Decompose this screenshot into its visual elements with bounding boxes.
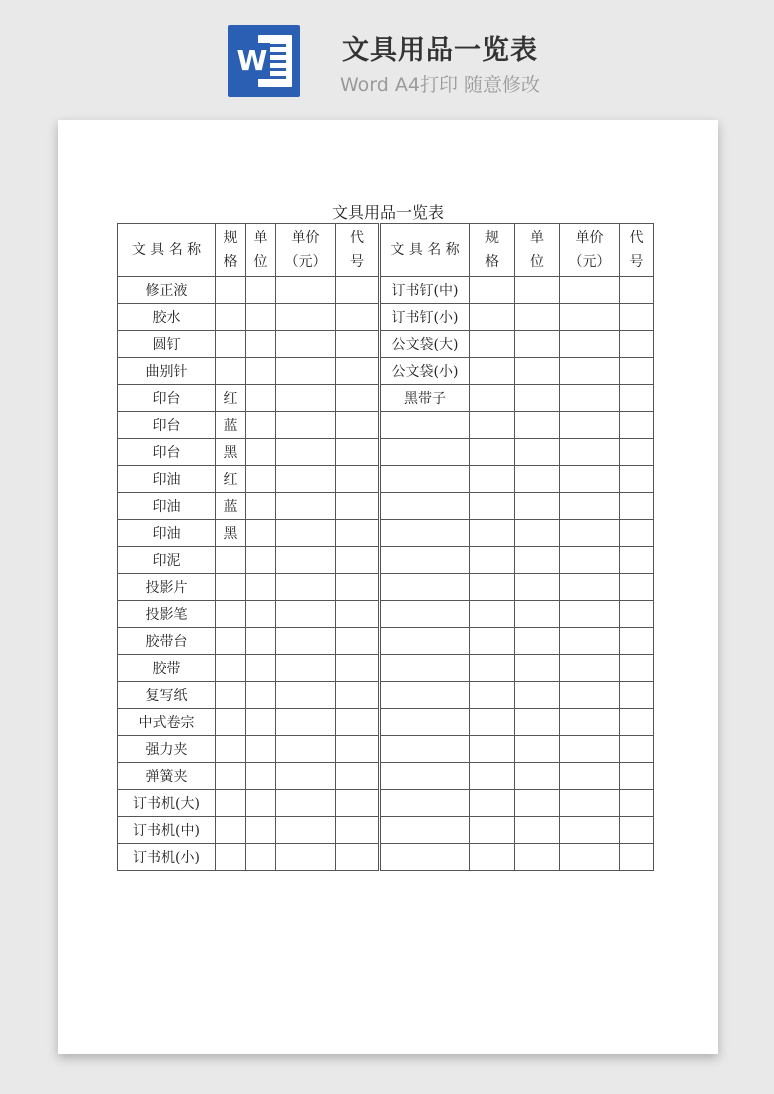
item-price bbox=[276, 331, 336, 358]
item-name-right bbox=[380, 682, 470, 709]
item-price bbox=[276, 736, 336, 763]
item-name: 修正液 bbox=[118, 277, 216, 304]
item-code-right bbox=[620, 763, 654, 790]
item-spec-right bbox=[470, 466, 515, 493]
item-name-right bbox=[380, 844, 470, 871]
item-spec-right bbox=[470, 790, 515, 817]
item-unit-right bbox=[515, 574, 560, 601]
item-name-right bbox=[380, 628, 470, 655]
item-unit bbox=[246, 385, 276, 412]
item-code bbox=[336, 520, 380, 547]
item-code bbox=[336, 331, 380, 358]
item-code-right bbox=[620, 628, 654, 655]
header-price: 单价 （元） bbox=[276, 224, 336, 277]
item-name-right: 公文袋(小) bbox=[380, 358, 470, 385]
item-spec: 黑 bbox=[216, 439, 246, 466]
header-code-right: 代 号 bbox=[620, 224, 654, 277]
item-code-right bbox=[620, 493, 654, 520]
item-unit bbox=[246, 331, 276, 358]
table-row bbox=[118, 331, 654, 358]
item-unit bbox=[246, 601, 276, 628]
table-body bbox=[118, 277, 654, 871]
item-spec bbox=[216, 304, 246, 331]
item-unit-right bbox=[515, 385, 560, 412]
item-unit-right bbox=[515, 358, 560, 385]
table-header-row bbox=[118, 224, 654, 277]
header-spec-right: 规 格 bbox=[470, 224, 515, 277]
item-code-right bbox=[620, 277, 654, 304]
item-name-right bbox=[380, 493, 470, 520]
item-price-right bbox=[560, 331, 620, 358]
item-name: 曲别针 bbox=[118, 358, 216, 385]
item-price bbox=[276, 358, 336, 385]
item-name: 印油 bbox=[118, 520, 216, 547]
word-icon-letter: W bbox=[234, 43, 270, 79]
item-name-right bbox=[380, 655, 470, 682]
item-code-right bbox=[620, 601, 654, 628]
item-unit-right bbox=[515, 412, 560, 439]
item-code bbox=[336, 412, 380, 439]
item-spec-right bbox=[470, 628, 515, 655]
item-name: 胶带 bbox=[118, 655, 216, 682]
item-code-right bbox=[620, 790, 654, 817]
item-price bbox=[276, 682, 336, 709]
item-code bbox=[336, 682, 380, 709]
item-spec-right bbox=[470, 304, 515, 331]
item-price bbox=[276, 817, 336, 844]
item-unit-right bbox=[515, 709, 560, 736]
item-price-right bbox=[560, 304, 620, 331]
item-name-right bbox=[380, 412, 470, 439]
table-row bbox=[118, 574, 654, 601]
item-spec bbox=[216, 844, 246, 871]
table-row bbox=[118, 277, 654, 304]
item-name-right: 订书钉(小) bbox=[380, 304, 470, 331]
document-title: 文具用品一览表 bbox=[331, 203, 444, 222]
item-unit-right bbox=[515, 304, 560, 331]
item-name-right: 黑带子 bbox=[380, 385, 470, 412]
item-code-right bbox=[620, 817, 654, 844]
table-row bbox=[118, 736, 654, 763]
table-row bbox=[118, 817, 654, 844]
item-price-right bbox=[560, 466, 620, 493]
item-code bbox=[336, 844, 380, 871]
item-unit bbox=[246, 412, 276, 439]
item-unit-right bbox=[515, 331, 560, 358]
item-name: 中式卷宗 bbox=[118, 709, 216, 736]
item-code bbox=[336, 574, 380, 601]
item-unit-right bbox=[515, 547, 560, 574]
item-spec bbox=[216, 628, 246, 655]
item-unit-right bbox=[515, 520, 560, 547]
item-price bbox=[276, 790, 336, 817]
item-price-right bbox=[560, 358, 620, 385]
table-row bbox=[118, 655, 654, 682]
item-price bbox=[276, 628, 336, 655]
item-price bbox=[276, 601, 336, 628]
item-unit-right bbox=[515, 736, 560, 763]
table-row bbox=[118, 358, 654, 385]
table-row bbox=[118, 763, 654, 790]
item-spec bbox=[216, 358, 246, 385]
item-price bbox=[276, 385, 336, 412]
item-name: 印油 bbox=[118, 466, 216, 493]
item-price bbox=[276, 277, 336, 304]
header-name-right: 文 具 名 称 bbox=[380, 224, 470, 277]
item-spec-right bbox=[470, 709, 515, 736]
item-spec-right bbox=[470, 412, 515, 439]
item-code-right bbox=[620, 736, 654, 763]
item-code bbox=[336, 385, 380, 412]
item-spec-right bbox=[470, 439, 515, 466]
item-price-right bbox=[560, 493, 620, 520]
item-unit bbox=[246, 763, 276, 790]
item-name: 订书机(小) bbox=[118, 844, 216, 871]
item-unit bbox=[246, 709, 276, 736]
item-unit bbox=[246, 304, 276, 331]
item-spec bbox=[216, 655, 246, 682]
item-price bbox=[276, 709, 336, 736]
item-price bbox=[276, 655, 336, 682]
item-unit-right bbox=[515, 763, 560, 790]
item-spec: 红 bbox=[216, 385, 246, 412]
item-name: 印台 bbox=[118, 412, 216, 439]
item-price bbox=[276, 574, 336, 601]
item-spec-right bbox=[470, 493, 515, 520]
item-spec-right bbox=[470, 358, 515, 385]
item-code-right bbox=[620, 385, 654, 412]
table-row bbox=[118, 439, 654, 466]
item-unit-right bbox=[515, 790, 560, 817]
item-price-right bbox=[560, 736, 620, 763]
table-row bbox=[118, 844, 654, 871]
item-spec-right bbox=[470, 682, 515, 709]
word-icon bbox=[228, 25, 300, 97]
item-price-right bbox=[560, 817, 620, 844]
stationery-table bbox=[117, 223, 654, 871]
item-price bbox=[276, 520, 336, 547]
header-unit: 单 位 bbox=[246, 224, 276, 277]
item-unit bbox=[246, 547, 276, 574]
item-price bbox=[276, 304, 336, 331]
item-price-right bbox=[560, 547, 620, 574]
item-unit-right bbox=[515, 439, 560, 466]
item-code-right bbox=[620, 520, 654, 547]
item-code-right bbox=[620, 682, 654, 709]
item-name-right bbox=[380, 520, 470, 547]
item-spec bbox=[216, 574, 246, 601]
banner-title: 文具用品一览表 bbox=[342, 35, 538, 66]
item-name-right bbox=[380, 709, 470, 736]
item-code-right bbox=[620, 412, 654, 439]
item-code bbox=[336, 304, 380, 331]
item-unit bbox=[246, 655, 276, 682]
item-unit bbox=[246, 736, 276, 763]
item-unit-right bbox=[515, 817, 560, 844]
item-code bbox=[336, 601, 380, 628]
item-code bbox=[336, 709, 380, 736]
item-code bbox=[336, 817, 380, 844]
table-row bbox=[118, 709, 654, 736]
item-spec bbox=[216, 331, 246, 358]
item-name: 强力夹 bbox=[118, 736, 216, 763]
item-name-right bbox=[380, 790, 470, 817]
item-unit-right bbox=[515, 682, 560, 709]
item-price-right bbox=[560, 601, 620, 628]
item-spec bbox=[216, 817, 246, 844]
item-price-right bbox=[560, 763, 620, 790]
item-spec: 蓝 bbox=[216, 412, 246, 439]
table-row bbox=[118, 790, 654, 817]
item-code-right bbox=[620, 439, 654, 466]
banner-subtitle: Word A4打印 随意修改 bbox=[339, 74, 540, 96]
item-code-right bbox=[620, 574, 654, 601]
item-code-right bbox=[620, 304, 654, 331]
item-unit bbox=[246, 520, 276, 547]
item-price-right bbox=[560, 412, 620, 439]
item-unit bbox=[246, 439, 276, 466]
item-spec-right bbox=[470, 385, 515, 412]
item-name-right bbox=[380, 763, 470, 790]
item-spec bbox=[216, 709, 246, 736]
document-page bbox=[58, 120, 718, 1054]
item-spec-right bbox=[470, 763, 515, 790]
item-unit-right bbox=[515, 466, 560, 493]
item-spec-right bbox=[470, 844, 515, 871]
item-unit bbox=[246, 817, 276, 844]
item-price-right bbox=[560, 277, 620, 304]
item-code bbox=[336, 628, 380, 655]
item-name-right bbox=[380, 547, 470, 574]
item-spec-right bbox=[470, 736, 515, 763]
item-unit-right bbox=[515, 601, 560, 628]
item-code bbox=[336, 466, 380, 493]
table-row bbox=[118, 547, 654, 574]
item-spec: 红 bbox=[216, 466, 246, 493]
item-price-right bbox=[560, 682, 620, 709]
item-unit-right bbox=[515, 844, 560, 871]
item-name: 投影笔 bbox=[118, 601, 216, 628]
item-code bbox=[336, 547, 380, 574]
item-price bbox=[276, 412, 336, 439]
header-code: 代 号 bbox=[336, 224, 380, 277]
item-code bbox=[336, 358, 380, 385]
table-row bbox=[118, 682, 654, 709]
item-unit bbox=[246, 628, 276, 655]
table-row bbox=[118, 493, 654, 520]
item-price bbox=[276, 763, 336, 790]
item-code bbox=[336, 493, 380, 520]
item-code-right bbox=[620, 655, 654, 682]
item-spec-right bbox=[470, 574, 515, 601]
item-name: 胶水 bbox=[118, 304, 216, 331]
item-code-right bbox=[620, 358, 654, 385]
table-row bbox=[118, 628, 654, 655]
header-name: 文 具 名 称 bbox=[118, 224, 216, 277]
item-code bbox=[336, 439, 380, 466]
header-spec: 规 格 bbox=[216, 224, 246, 277]
item-unit-right bbox=[515, 655, 560, 682]
item-name: 弹簧夹 bbox=[118, 763, 216, 790]
item-price-right bbox=[560, 628, 620, 655]
item-code-right bbox=[620, 547, 654, 574]
item-name-right bbox=[380, 817, 470, 844]
item-unit bbox=[246, 493, 276, 520]
header-unit-right: 单 位 bbox=[515, 224, 560, 277]
item-code-right bbox=[620, 331, 654, 358]
item-unit bbox=[246, 682, 276, 709]
item-unit bbox=[246, 574, 276, 601]
table-row bbox=[118, 385, 654, 412]
item-price-right bbox=[560, 844, 620, 871]
item-unit bbox=[246, 466, 276, 493]
item-spec bbox=[216, 601, 246, 628]
item-spec-right bbox=[470, 547, 515, 574]
item-price-right bbox=[560, 439, 620, 466]
table-row bbox=[118, 466, 654, 493]
item-name: 印台 bbox=[118, 439, 216, 466]
table-row bbox=[118, 304, 654, 331]
item-code bbox=[336, 790, 380, 817]
item-name-right bbox=[380, 574, 470, 601]
item-code-right bbox=[620, 709, 654, 736]
item-price-right bbox=[560, 520, 620, 547]
item-price-right bbox=[560, 385, 620, 412]
item-spec bbox=[216, 736, 246, 763]
item-spec-right bbox=[470, 817, 515, 844]
item-spec-right bbox=[470, 277, 515, 304]
item-spec bbox=[216, 547, 246, 574]
item-name: 投影片 bbox=[118, 574, 216, 601]
item-spec bbox=[216, 790, 246, 817]
item-price-right bbox=[560, 574, 620, 601]
item-price-right bbox=[560, 655, 620, 682]
item-price bbox=[276, 493, 336, 520]
item-price bbox=[276, 439, 336, 466]
table-row bbox=[118, 520, 654, 547]
item-unit bbox=[246, 790, 276, 817]
item-unit bbox=[246, 358, 276, 385]
item-name: 圆钉 bbox=[118, 331, 216, 358]
header-banner bbox=[0, 0, 774, 110]
table-row bbox=[118, 601, 654, 628]
item-spec bbox=[216, 763, 246, 790]
item-spec-right bbox=[470, 520, 515, 547]
item-spec bbox=[216, 682, 246, 709]
item-code-right bbox=[620, 844, 654, 871]
item-unit-right bbox=[515, 493, 560, 520]
item-name-right bbox=[380, 439, 470, 466]
item-code bbox=[336, 655, 380, 682]
item-name: 印油 bbox=[118, 493, 216, 520]
item-price-right bbox=[560, 790, 620, 817]
item-name: 印泥 bbox=[118, 547, 216, 574]
item-spec bbox=[216, 277, 246, 304]
item-name: 复写纸 bbox=[118, 682, 216, 709]
item-unit bbox=[246, 277, 276, 304]
item-spec-right bbox=[470, 655, 515, 682]
item-name: 胶带台 bbox=[118, 628, 216, 655]
header-price-right: 单价 （元） bbox=[560, 224, 620, 277]
item-code-right bbox=[620, 466, 654, 493]
item-unit-right bbox=[515, 277, 560, 304]
item-code bbox=[336, 736, 380, 763]
item-code bbox=[336, 277, 380, 304]
item-spec: 蓝 bbox=[216, 493, 246, 520]
item-spec-right bbox=[470, 601, 515, 628]
item-spec: 黑 bbox=[216, 520, 246, 547]
item-price bbox=[276, 547, 336, 574]
item-name-right: 订书钉(中) bbox=[380, 277, 470, 304]
item-spec-right bbox=[470, 331, 515, 358]
item-name: 印台 bbox=[118, 385, 216, 412]
table-row bbox=[118, 412, 654, 439]
item-price bbox=[276, 844, 336, 871]
item-price-right bbox=[560, 709, 620, 736]
item-name: 订书机(大) bbox=[118, 790, 216, 817]
item-unit-right bbox=[515, 628, 560, 655]
item-name-right bbox=[380, 736, 470, 763]
item-code bbox=[336, 763, 380, 790]
item-name: 订书机(中) bbox=[118, 817, 216, 844]
item-price bbox=[276, 466, 336, 493]
item-name-right bbox=[380, 601, 470, 628]
item-name-right: 公文袋(大) bbox=[380, 331, 470, 358]
item-unit bbox=[246, 844, 276, 871]
item-name-right bbox=[380, 466, 470, 493]
